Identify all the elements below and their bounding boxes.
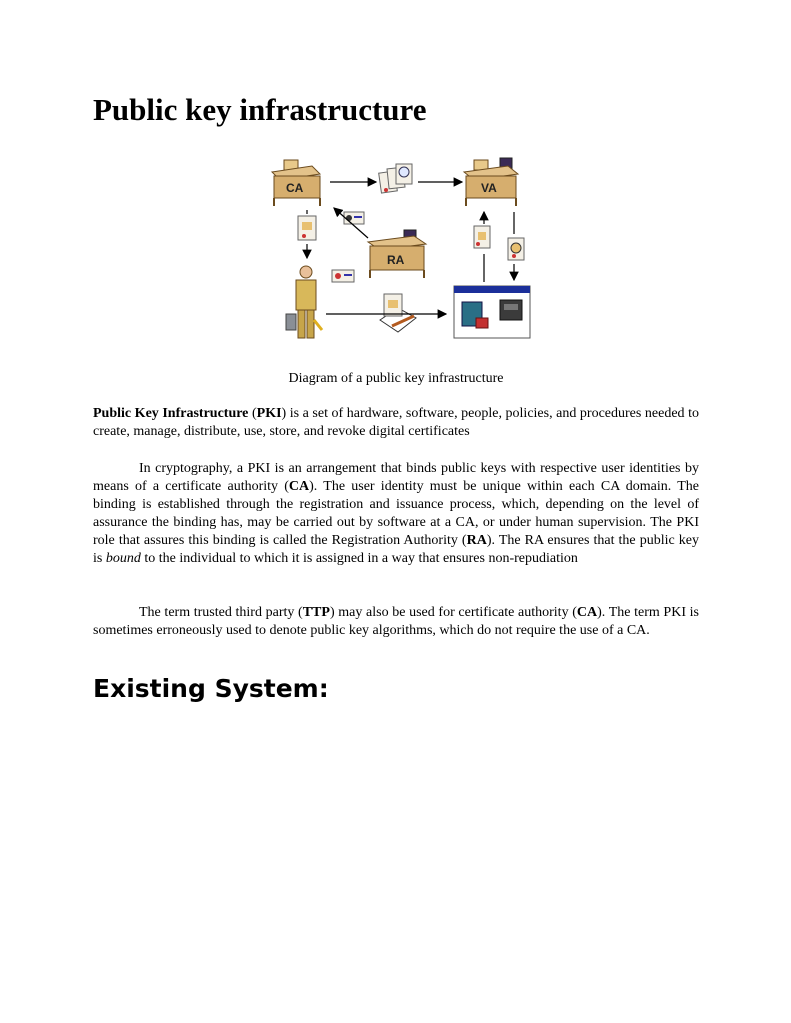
page-title: Public key infrastructure [93,92,427,127]
certificate-stack-icon [379,164,412,193]
paragraph-text: ) may also be used for certificate authority ( [329,605,577,620]
paragraph-text: ( [248,406,257,421]
web-shop-window-icon [454,286,530,338]
paragraph-cryptography [93,460,699,568]
key-card-ra-icon [332,270,354,282]
abbr-bold: CA [576,605,598,620]
paragraph-text: ). The term PKI is sometimes erroneously used to denote public key algorithms, which do not require the use of a CA. [93,605,699,638]
term-bold: Public Key Infrastructure [93,406,249,421]
certificate-va-icon [474,226,490,248]
ca-desk-icon [272,160,320,206]
key-card-icon [344,212,364,224]
ra-label: RA [387,253,405,267]
paragraph-text: The term trusted third party ( [139,605,303,620]
paragraph-text: ). The user identity must be unique within each CA domain. The binding is established through the registration and issuance process, which, depending on the level of assurance the binding has, may be carried out by software at a CA, or under human supervision. The PKI role that assures this binding is called the Registration Authority ( [93,479,699,548]
ca-label: CA [286,181,304,195]
signed-document-icon [380,294,416,332]
paragraph-text: In cryptography, a PKI is an arrangement that binds public keys with respective user identities by means of a certificate authority ( [93,461,699,494]
emphasis-italic: bound [105,551,141,566]
pki-diagram-svg [268,150,540,346]
paragraph-text: ). The RA ensures that the public key is [93,533,700,566]
va-label: VA [481,181,497,195]
paragraph-definition [93,405,699,441]
paragraph-ttp [93,604,699,640]
figure-caption: Diagram of a public key infrastructure [288,371,504,386]
pki-diagram [268,150,540,346]
abbr-bold: RA [466,533,487,548]
abbr-bold: CA [288,479,310,494]
revocation-certificate-icon [508,238,524,260]
certificate-ca-icon [298,216,316,240]
paragraph-text: ) is a set of hardware, software, people, policies, and procedures needed to create, manage, distribute, use, store, and revoke digital certificates [93,406,699,439]
abbr-bold: TTP [302,605,330,620]
user-person-icon [286,266,322,338]
section-heading: Existing System: [93,674,329,703]
paragraph-text: to the individual to which it is assigned in a way that ensures non-repudiation [140,551,578,566]
ra-desk-icon [368,230,426,278]
abbr-bold: PKI [256,406,282,421]
va-desk-icon [464,158,518,206]
